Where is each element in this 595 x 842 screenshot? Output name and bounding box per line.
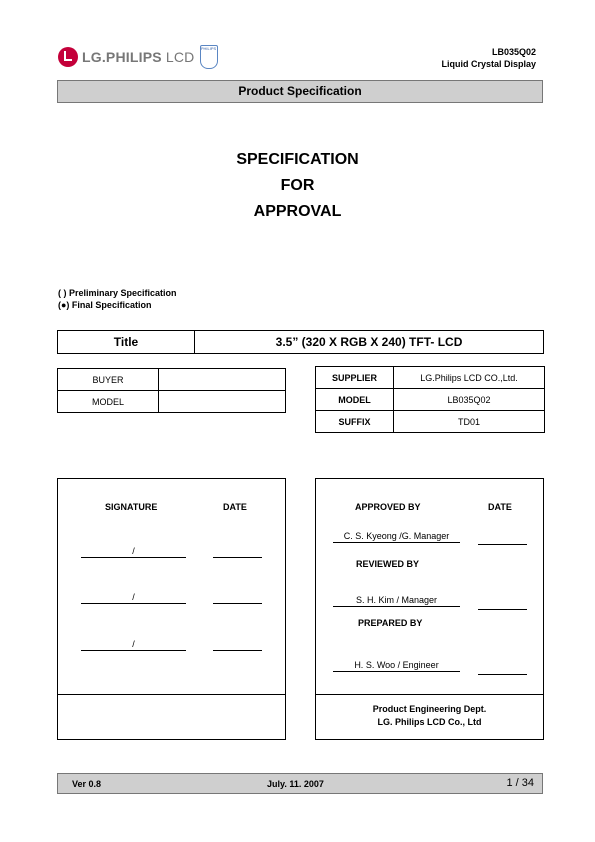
logo-text: LG.PHILIPS LCD: [82, 49, 195, 65]
signature-line-2: /: [81, 591, 186, 604]
table-row: [58, 369, 286, 391]
approved-date-line: [478, 532, 527, 545]
buyer-value: [159, 369, 286, 391]
footer-bar: [57, 773, 543, 794]
signature-date-line-1: [213, 545, 262, 558]
title-row: [57, 330, 544, 354]
reviewed-date-line: [478, 597, 527, 610]
buyer-model-label: MODEL: [58, 391, 159, 413]
spec-status: [58, 287, 177, 311]
preliminary-spec-option: ( ) Preliminary Specification: [58, 288, 177, 298]
signature-date-line-2: [213, 591, 262, 604]
signature-date-line-3: [213, 638, 262, 651]
header-product-type: Liquid Crystal Display: [441, 59, 536, 69]
header-model-info: [441, 46, 536, 70]
title-line-1: SPECIFICATION: [236, 151, 359, 168]
buyer-label: BUYER: [58, 369, 159, 391]
signature-line-3: /: [81, 638, 186, 651]
table-row: [58, 391, 286, 413]
document-title: [0, 147, 595, 225]
approval-date-label: DATE: [488, 502, 512, 512]
suffix-value: TD01: [394, 411, 545, 433]
product-spec-bar: Product Specification: [57, 80, 543, 103]
supplier-model-value: LB035Q02: [394, 389, 545, 411]
prepared-name: H. S. Woo / Engineer: [333, 659, 460, 672]
company-name: LG. Philips LCD Co., Ltd: [377, 717, 482, 727]
header-model: LB035Q02: [491, 47, 536, 57]
department-name: Product Engineering Dept.: [372, 704, 487, 714]
suffix-label: SUFFIX: [316, 411, 394, 433]
supplier-label: SUPPLIER: [316, 367, 394, 389]
table-row: [316, 389, 545, 411]
buyer-model-value: [159, 391, 286, 413]
signature-box-divider: [58, 694, 285, 695]
footer-date: July. 11. 2007: [267, 779, 324, 789]
company-logo: [58, 44, 223, 70]
table-row: [316, 411, 545, 433]
signature-date-label: DATE: [223, 502, 247, 512]
lg-logo-icon: [58, 47, 78, 67]
prepared-date-line: [478, 662, 527, 675]
signature-label: SIGNATURE: [105, 502, 158, 512]
footer-page-number: 1 / 34: [506, 777, 534, 789]
approval-box: [315, 478, 544, 740]
approved-by-label: APPROVED BY: [355, 502, 421, 512]
title-label: Title: [58, 331, 195, 353]
reviewed-by-label: REVIEWED BY: [356, 559, 420, 569]
signature-box: [57, 478, 286, 740]
title-line-2: FOR: [280, 177, 315, 194]
table-row: [316, 367, 545, 389]
approval-box-divider: [316, 694, 543, 695]
footer-version: Ver 0.8: [72, 779, 102, 789]
title-value: 3.5” (320 X RGB X 240) TFT- LCD: [275, 335, 463, 349]
department-info: [316, 703, 543, 729]
supplier-model-label: MODEL: [316, 389, 394, 411]
title-line-3: APPROVAL: [253, 203, 342, 220]
philips-shield-icon: PHILIPS: [200, 45, 218, 69]
buyer-table: [57, 368, 286, 413]
supplier-value: LG.Philips LCD CO.,Ltd.: [394, 367, 545, 389]
approved-name: C. S. Kyeong /G. Manager: [333, 530, 460, 543]
supplier-table: [315, 366, 545, 433]
signature-line-1: /: [81, 545, 186, 558]
final-spec-option: (●) Final Specification: [58, 300, 152, 310]
reviewed-name: S. H. Kim / Manager: [333, 594, 460, 607]
prepared-by-label: PREPARED BY: [358, 618, 423, 628]
